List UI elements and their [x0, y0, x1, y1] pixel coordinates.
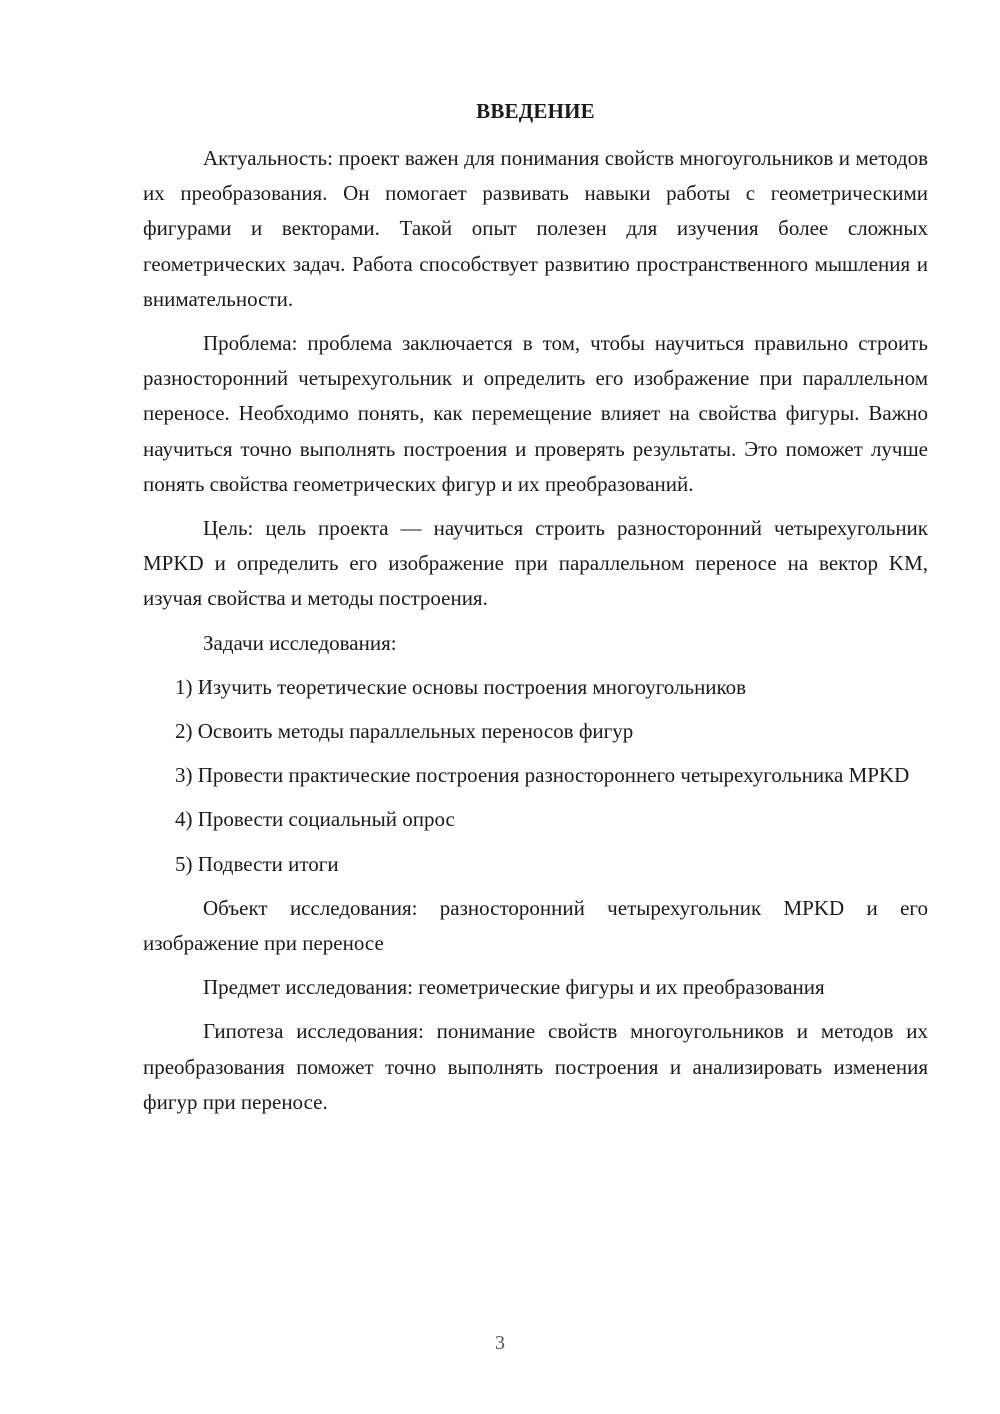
task-item: 3) Провести практические построения разностороннего четырехугольника MPKD	[175, 763, 910, 788]
relevance-paragraph: Актуальность: проект важен для понимания свойств многоугольников и методов их преобразования. Он помогает развивать навыки работы с геометрическими фигурами и векторами. Такой опыт полезен для изучения более сложных геометрических задач. Работа способствует развитию пространственного мышления и внимательности.	[143, 146, 928, 311]
tasks-title: Задачи исследования:	[203, 630, 397, 655]
document-page	[143, 94, 928, 1129]
hypothesis-paragraph: Гипотеза исследования: понимание свойств многоугольников и методов их преобразования поможет точно выполнять построения и анализировать изменения фигур при переносе.	[143, 1019, 928, 1114]
object-paragraph: Объект исследования: разносторонний четырехугольник MPKD и его изображение при переносе	[143, 895, 928, 956]
goal-paragraph: Цель: цель проекта — научиться строить разносторонний четырехугольник MPKD и определить его изображение при параллельном переносе на вектор KM, изучая свойства и методы построения.	[143, 516, 928, 611]
task-item: 4) Провести социальный опрос	[175, 807, 455, 832]
problem-paragraph: Проблема: проблема заключается в том, чтобы научиться правильно строить разносторонний четырехугольник и определить его изображение при параллельном переносе. Необходимо понять, как перемещение влияет на свойства фигуры. Важно научиться точно выполнять построения и проверять результаты. Это поможет лучше понять свойства геометрических фигур и их преобразований.	[143, 331, 928, 496]
task-item: 2) Освоить методы параллельных переносов фигур	[175, 719, 634, 744]
subject-paragraph: Предмет исследования: геометрические фигуры и их преобразования	[203, 975, 825, 1000]
tasks-list	[143, 670, 928, 882]
task-item: 1) Изучить теоретические основы построения многоугольников	[175, 674, 747, 699]
page-number: 3	[495, 1332, 505, 1354]
section-heading: ВВЕДЕНИЕ	[476, 99, 595, 123]
task-item: 5) Подвести итоги	[175, 851, 339, 876]
